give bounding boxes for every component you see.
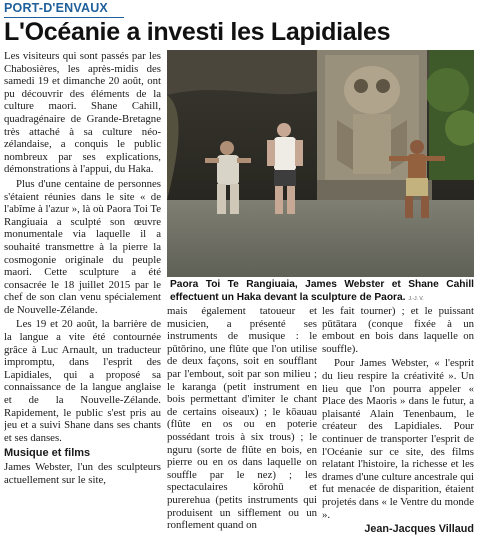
subheading: Musique et films xyxy=(4,447,91,460)
caption-text: Paora Toi Te Rangiuaia, James Webster et Shane Cahill effectuent un Haka devant la sculpture de Paora. xyxy=(170,279,474,303)
paragraph: les fait tourner) ; et le puissant pūtātara (conque fixée à un embout en bois dans laquelle on souffle). xyxy=(322,305,474,355)
paragraph: Pour James Webster, « l'esprit du lieu respire la créativité ». Un lieu que l'on pourra appeler « Place des Maoris » dans le futur, a plaisanté Alain Tenenbaum, le créateur des Lapidiales. Pour continuer de transporter l'esprit de l'Océanie sur ce site, des films relatant l'histoire, la richesse et les drames d'une culture ancestrale qui fut menacée de disparition, étaient projetés dans « le Ventre du monde ». xyxy=(322,357,474,521)
kicker: PORT-D'ENVAUX xyxy=(4,1,108,15)
photo-credit: J.-J. V. xyxy=(408,295,424,302)
paragraph: Les 19 et 20 août, la barrière de la langue a vite été contournée grâce à Luc Arnault, un traducteur impromptu, dans l'esprit des Lapidiales, qui a proposé sa connaissance de la langue anglaise et de la Nouvelle-Zélande. Rapidement, le public s'est pris au jeu et a suivi Shane dans ses chants et ses danses. xyxy=(4,318,161,444)
headline: L'Océanie a investi les Lapidiales xyxy=(4,18,391,46)
article-column-1 xyxy=(4,50,161,536)
haka-photo-illustration xyxy=(167,50,474,277)
article-column-2 xyxy=(167,305,317,537)
paragraph: Les visiteurs qui sont passés par les Chabosières, les après-midis des samedi 19 et dimanche 20 août, ont pu découvrir des éléments de la culture maori. Shane Cahill, quadragénaire de Grande-Bretagne très attaché à sa culture néo-zélandaise, a conquis le public nombreux par ses explications, démonstrations à l'appui, du Haka. xyxy=(4,50,161,176)
paragraph: James Webster, l'un des sculpteurs actuellement sur le site, xyxy=(4,461,161,486)
article-column-3 xyxy=(322,305,474,537)
paragraph: Plus d'une centaine de personnes s'étaient réunies dans le site « de l'abîme à l'azur », là où Paora Toi Te Rangiuaia a sculpté son œuvre monumentale via laquelle il a souhaité transmettre à la pierre la cosmogonie originale du peuple maori. Cette sculpture a été consacrée le 18 juillet 2015 par le chef de son clan venu spécialement de Nouvelle-Zélande. xyxy=(4,177,161,316)
byline: Jean-Jacques Villaud xyxy=(364,523,474,536)
photo-caption xyxy=(170,279,474,305)
article-photo xyxy=(167,50,474,277)
paragraph: mais également tatoueur et musicien, a présenté ses instruments de musique : le pūtōrino, une flûte que l'on utilise de deux façons, soit en soufflant par l'embout, soit par son milieu ; le karanga (petit instrument en bois permettant d'imiter le chant de certains oiseaux) ; le kōauau (flûte en os ou en poterie possédant trois à six trous) ; le nguru (sorte de flûte en bois, en pierre ou en os dans laquelle on souffle par le nez) ; les spectaculaires kōrohū et purerehua (petits instruments qui produisent un sifflement ou un ronflement quand on xyxy=(167,305,317,532)
